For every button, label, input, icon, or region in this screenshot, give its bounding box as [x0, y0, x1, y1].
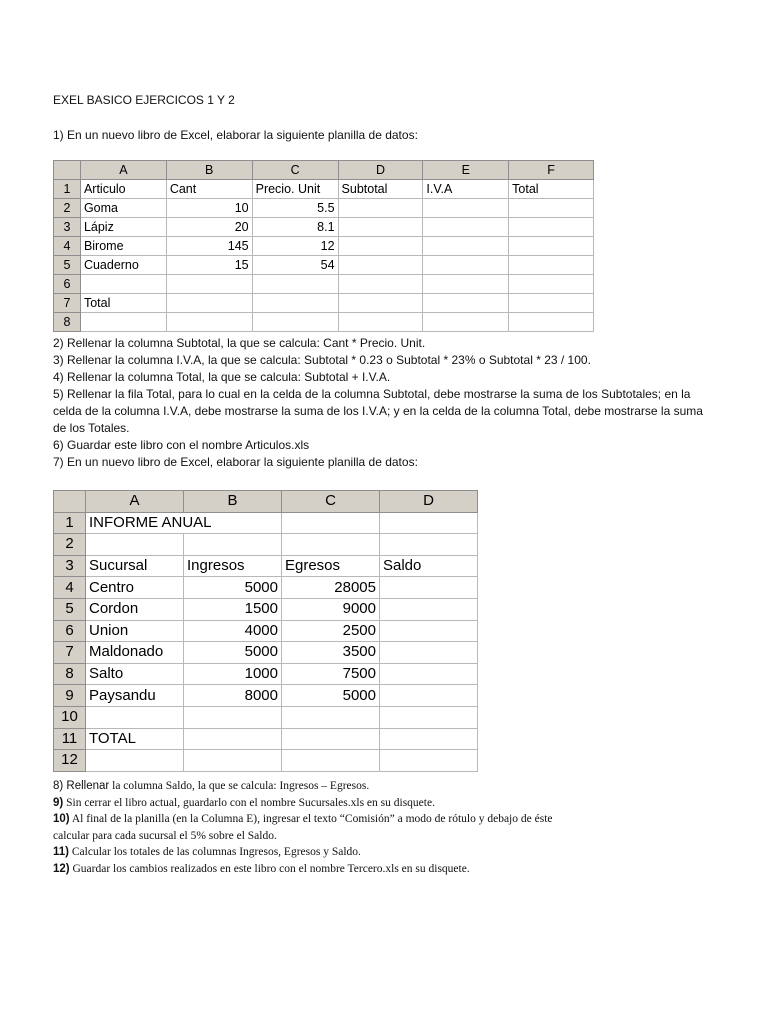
spreadsheet-sucursales [53, 490, 479, 769]
step-number: 12) [53, 862, 70, 875]
column-header: E [423, 161, 509, 180]
cell [86, 534, 184, 556]
cell [338, 237, 423, 256]
cell: Saldo [380, 555, 478, 577]
cell [338, 218, 423, 237]
cell [509, 275, 594, 294]
table-row [54, 199, 594, 218]
row-number: 7 [54, 642, 86, 664]
row-number: 4 [54, 237, 81, 256]
cell [423, 218, 509, 237]
cell [184, 728, 282, 750]
spreadsheet-sucursales-grid [53, 490, 478, 772]
cell: 5000 [282, 685, 380, 707]
step-text [53, 778, 553, 795]
step-number: 9) [53, 796, 64, 809]
cell: Sucursal [86, 555, 184, 577]
spreadsheet-articulos [53, 160, 594, 329]
row-number: 10 [54, 706, 86, 728]
cell: 145 [166, 237, 252, 256]
cell: 12 [252, 237, 338, 256]
step-text: 6) Guardar este libro con el nombre Articulos.xls [53, 438, 310, 452]
cell [380, 512, 478, 534]
cell [338, 199, 423, 218]
cell [380, 598, 478, 620]
corner-cell [54, 491, 86, 513]
step-body: Calcular los totales de las columnas Ingresos, Egresos y Saldo. [69, 846, 361, 858]
cell [166, 313, 252, 332]
cell: Egresos [282, 555, 380, 577]
cell [380, 750, 478, 772]
cell [184, 750, 282, 772]
step-text [53, 861, 553, 878]
step-body: Guardar los cambios realizados en este libro con el nombre Tercero.xls en su disquete. [69, 862, 470, 875]
cell [509, 294, 594, 313]
cell: 3500 [282, 642, 380, 664]
step-number: 10) [53, 813, 70, 825]
row-number: 11 [54, 728, 86, 750]
cell: I.V.A [423, 180, 509, 199]
cell [509, 313, 594, 332]
cell [80, 275, 166, 294]
cell: Salto [86, 663, 184, 685]
cell: 54 [252, 256, 338, 275]
column-header: A [80, 161, 166, 180]
column-header: B [184, 491, 282, 513]
step-text [53, 811, 553, 844]
cell: Centro [86, 577, 184, 599]
column-header: F [509, 161, 594, 180]
document-title: EXEL BASICO EJERCICOS 1 Y 2 [53, 93, 235, 107]
column-header: D [380, 491, 478, 513]
cell: TOTAL [86, 728, 184, 750]
row-number: 3 [54, 218, 81, 237]
cell [423, 294, 509, 313]
column-header: C [282, 491, 380, 513]
table-row [54, 180, 594, 199]
cell: Precio. Unit [252, 180, 338, 199]
table-row [54, 706, 478, 728]
cell [423, 275, 509, 294]
step-text: 3) Rellenar la columna I.V.A, la que se calcula: Subtotal * 0.23 o Subtotal * 23% o Subtotal * 23 / 100. [53, 353, 591, 367]
row-number: 8 [54, 313, 81, 332]
row-number: 12 [54, 750, 86, 772]
row-number: 8 [54, 663, 86, 685]
table-row [54, 642, 478, 664]
table-row [54, 577, 478, 599]
row-number: 6 [54, 620, 86, 642]
cell: Maldonado [86, 642, 184, 664]
row-number: 1 [54, 180, 81, 199]
table-row [54, 534, 478, 556]
row-number: 6 [54, 275, 81, 294]
step-text: 7) En un nuevo libro de Excel, elaborar la siguiente planilla de datos: [53, 455, 418, 469]
cell [184, 706, 282, 728]
cell: Birome [80, 237, 166, 256]
cell: 1000 [184, 663, 282, 685]
cell [184, 534, 282, 556]
cell [252, 294, 338, 313]
cell [380, 642, 478, 664]
cell [380, 728, 478, 750]
cell: 8000 [184, 685, 282, 707]
cell: 20 [166, 218, 252, 237]
cell: 28005 [282, 577, 380, 599]
corner-cell [54, 161, 81, 180]
table-row [54, 237, 594, 256]
column-header: D [338, 161, 423, 180]
step-text: 2) Rellenar la columna Subtotal, la que se calcula: Cant * Precio. Unit. [53, 336, 426, 350]
column-header: B [166, 161, 252, 180]
table-row [54, 512, 478, 534]
cell: 2500 [282, 620, 380, 642]
cell [509, 237, 594, 256]
cell [509, 256, 594, 275]
cell: 1500 [184, 598, 282, 620]
cell: 8.1 [252, 218, 338, 237]
column-header-row [54, 161, 594, 180]
cell: Cordon [86, 598, 184, 620]
steps-2-to-6 [53, 335, 713, 471]
cell [282, 750, 380, 772]
cell: Total [80, 294, 166, 313]
cell [338, 313, 423, 332]
step-text [53, 844, 553, 861]
cell: 9000 [282, 598, 380, 620]
cell: 5.5 [252, 199, 338, 218]
cell [509, 218, 594, 237]
table-row [54, 685, 478, 707]
step-body: Sin cerrar el libro actual, guardarlo con el nombre Sucursales.xls en su disquete. [63, 796, 435, 809]
cell [80, 313, 166, 332]
table-row [54, 294, 594, 313]
step-body: Al final de la planilla (en la Columna E), ingresar el texto “Comisión” a modo de rótulo y debajo de éste calcular para cada sucursal el 5% sobre el Saldo. [53, 813, 553, 842]
cell [380, 663, 478, 685]
cell: Articulo [80, 180, 166, 199]
cell [338, 275, 423, 294]
cell [282, 512, 380, 534]
step-text: 4) Rellenar la columna Total, la que se calcula: Subtotal + I.V.A. [53, 370, 391, 384]
row-number: 5 [54, 256, 81, 275]
cell [166, 294, 252, 313]
steps-8-to-12 [53, 778, 553, 877]
row-number: 7 [54, 294, 81, 313]
table-row [54, 663, 478, 685]
table-row [54, 555, 478, 577]
cell: Ingresos [184, 555, 282, 577]
cell [86, 706, 184, 728]
table-row [54, 275, 594, 294]
cell [282, 534, 380, 556]
cell [380, 685, 478, 707]
step-body: la columna Saldo, la que se calcula: Ingresos – Egresos. [109, 780, 370, 792]
step-1-text: 1) En un nuevo libro de Excel, elaborar la siguiente planilla de datos: [53, 128, 418, 142]
cell: Cuaderno [80, 256, 166, 275]
cell: Subtotal [338, 180, 423, 199]
cell [509, 199, 594, 218]
cell: 5000 [184, 642, 282, 664]
row-number: 4 [54, 577, 86, 599]
cell [282, 706, 380, 728]
row-number: 2 [54, 534, 86, 556]
table-row [54, 728, 478, 750]
cell [380, 706, 478, 728]
cell: INFORME ANUAL [86, 512, 282, 534]
cell: Cant [166, 180, 252, 199]
table-row [54, 750, 478, 772]
column-header: A [86, 491, 184, 513]
cell: Goma [80, 199, 166, 218]
row-number: 3 [54, 555, 86, 577]
step-number: 11) [53, 846, 69, 858]
spreadsheet-articulos-grid [53, 160, 594, 332]
step-text [53, 795, 553, 812]
row-number: 1 [54, 512, 86, 534]
row-number: 9 [54, 685, 86, 707]
cell: 7500 [282, 663, 380, 685]
cell: 10 [166, 199, 252, 218]
cell [423, 199, 509, 218]
cell [166, 275, 252, 294]
table-row [54, 218, 594, 237]
step-number: 8) Rellenar [53, 780, 110, 792]
cell: 15 [166, 256, 252, 275]
cell: Union [86, 620, 184, 642]
cell [380, 620, 478, 642]
cell [282, 728, 380, 750]
column-header: C [252, 161, 338, 180]
cell [423, 256, 509, 275]
cell [423, 313, 509, 332]
table-row [54, 620, 478, 642]
cell [86, 750, 184, 772]
cell [338, 256, 423, 275]
cell [423, 237, 509, 256]
cell [252, 275, 338, 294]
cell [380, 534, 478, 556]
cell [252, 313, 338, 332]
step-text: 5) Rellenar la fila Total, para lo cual en la celda de la columna Subtotal, debe mostrarse la suma de los Subtotales; en la celda de la columna I.V.A, debe mostrarse la suma de los I.V.A; y en la celda de la columna Total, debe mostrarse la suma de los Totales. [53, 387, 703, 435]
row-number: 5 [54, 598, 86, 620]
table-row [54, 256, 594, 275]
cell: Paysandu [86, 685, 184, 707]
table-row [54, 313, 594, 332]
table-row [54, 598, 478, 620]
cell: 5000 [184, 577, 282, 599]
cell [380, 577, 478, 599]
cell: Lápiz [80, 218, 166, 237]
row-number: 2 [54, 199, 81, 218]
cell: 4000 [184, 620, 282, 642]
cell [338, 294, 423, 313]
column-header-row [54, 491, 478, 513]
cell: Total [509, 180, 594, 199]
